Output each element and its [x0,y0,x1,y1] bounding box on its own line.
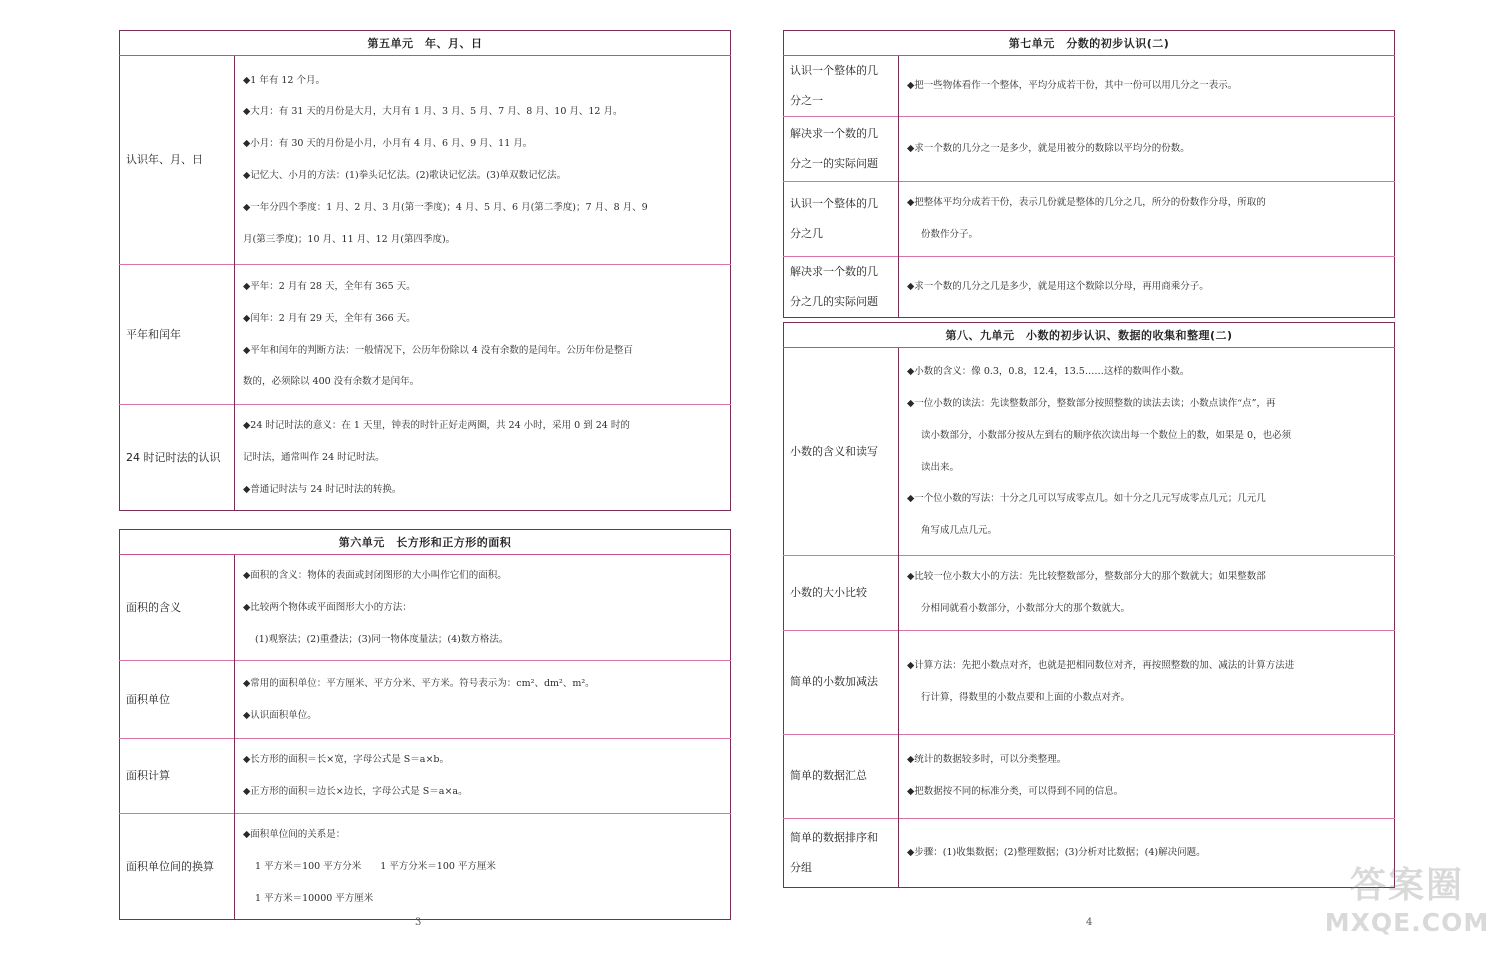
content-line: ◆步骤：(1)收集数据；(2)整理数据；(3)分析对比数据；(4)解决问题。 [907,846,1206,858]
row-content [899,348,1395,556]
content-line: ◆一年分四个季度：1 月、2 月、3 月(第一季度)；4 月、5 月、6 月(第二季度)；7 月、8 月、9 [243,201,648,213]
watermark-url: MXQE.COM [1324,908,1490,937]
content-line: ◆平年和闰年的判断方法：一般情况下，公历年份除以 4 没有余数的是闰年。公历年份是整百 [243,344,633,356]
table-row [120,739,731,814]
content-line: ◆记忆大、小月的方法：(1)拳头记忆法。(2)歌诀记忆法。(3)单双数记忆法。 [243,170,567,181]
content-line: 份数作分子。 [921,228,979,240]
content-line: ◆正方形的面积＝边长×边长，字母公式是 S＝a×a。 [243,786,468,798]
watermark-logo [1318,864,1496,950]
content-line: ◆计算方法：先把小数点对齐，也就是把相同数位对齐，再按照整数的加、减法的计算方法进 [907,660,1295,672]
table-row [784,117,1395,182]
row-content [899,56,1395,117]
row-content [235,813,731,919]
row-label: 面积单位 [120,661,235,739]
row-content [235,739,731,814]
row-label: 小数的大小比较 [784,556,899,631]
content-line: 角写成几点几元。 [921,525,998,537]
content-line: 月(第三季度)；10 月、11 月、12 月(第四季度)。 [243,233,456,245]
table-row [120,661,731,739]
unit5-table [119,30,731,511]
row-content [899,556,1395,631]
unit7-table [783,30,1395,318]
table-row [784,182,1395,257]
content-line: ◆长方形的面积＝长×宽，字母公式是 S＝a×b。 [243,754,449,766]
row-content [899,630,1395,734]
content-line: 读出来。 [921,461,960,473]
table-row [120,555,731,661]
row-label: 简单的数据汇总 [784,734,899,818]
content-line: ◆求一个数的几分之几是多少，就是用这个数除以分母，再用商乘分子。 [907,280,1209,292]
content-line: ◆求一个数的几分之一是多少，就是用被分的数除以平均分的份数。 [907,143,1190,155]
row-content [235,56,731,265]
content-line: ◆小月：有 30 天的月份是小月，小月有 4 月、6 月、9 月、11 月。 [243,138,533,150]
row-label: 平年和闰年 [120,265,235,405]
content-line: ◆面积单位间的关系是： [243,828,346,840]
content-line: 1 平方米＝100 平方分米 1 平方分米＝100 平方厘米 [255,860,496,872]
unit5-title: 第五单元 年、月、日 [120,31,731,56]
content-line: 读小数部分，小数部分按从左到右的顺序依次读出每一个数位上的数，如果是 0，也必须 [921,429,1292,441]
unit8-title: 第八、九单元 小数的初步认识、数据的收集和整理(二) [784,323,1395,348]
content-line: ◆普通记时法与 24 时记时法的转换。 [243,483,402,495]
content-line: ◆大月：有 31 天的月份是大月，大月有 1 月、3 月、5 月、7 月、8 月、10 月、12 月。 [243,106,623,118]
table-row [784,348,1395,556]
table-row [120,405,731,511]
unit6-table [119,529,731,920]
content-line: ◆24 时记时法的意义：在 1 天里，钟表的时针正好走两圈，共 24 小时，采用 0 到 24 时的 [243,420,630,431]
row-label: 认识一个整体的几 分之一 [784,56,899,117]
table-row [784,818,1395,887]
unit6-title: 第六单元 长方形和正方形的面积 [120,530,731,555]
table-row [120,265,731,405]
content-line: ◆比较一位小数大小的方法：先比较整数部分，整数部分大的那个数就大；如果整数部 [907,571,1266,582]
content-line: ◆一位小数的读法：先读整数部分，整数部分按照整数的读法去读；小数点读作“点”，再 [907,397,1276,409]
table-row [120,56,731,265]
row-label: 面积计算 [120,739,235,814]
row-label: 解决求一个数的几 分之一的实际问题 [784,117,899,182]
table-row [784,256,1395,317]
row-label: 认识一个整体的几 分之几 [784,182,899,257]
unit8-table [783,322,1395,888]
content-line: 记时法，通常叫作 24 时记时法。 [243,451,385,463]
content-line: ◆面积的含义：物体的表面或封闭图形的大小叫作它们的面积。 [243,570,507,581]
row-label: 认识年、月、日 [120,56,235,265]
content-line: (1)观察法；(2)重叠法；(3)同一物体度量法；(4)数方格法。 [255,633,509,645]
content-line: ◆把数据按不同的标准分类，可以得到不同的信息。 [907,786,1124,798]
content-line: ◆一个位小数的写法：十分之几可以写成零点几。如十分之几元写成零点几元；几元几 [907,493,1266,505]
row-label: 24 时记时法的认识 [120,405,235,511]
content-line: ◆常用的面积单位：平方厘米、平方分米、平方米。符号表示为：cm²、dm²、m²。 [243,678,595,690]
watermark-brand: 答案圈 [1349,865,1464,906]
content-line: ◆统计的数据较多时，可以分类整理。 [907,754,1067,766]
table-row [120,813,731,919]
row-label: 简单的数据排序和 分组 [784,818,899,887]
table-row [784,556,1395,631]
row-label: 简单的小数加减法 [784,630,899,734]
row-content [235,405,731,511]
content-line: 数的，必须除以 400 没有余数才是闰年。 [243,376,420,388]
content-line: ◆小数的含义：像 0.3，0.8，12.4，13.5……这样的数叫作小数。 [907,366,1190,378]
content-line: ◆认识面积单位。 [243,709,317,721]
table-row [784,734,1395,818]
content-line: ◆平年：2 月有 28 天，全年有 365 天。 [243,280,416,292]
content-line: ◆1 年有 12 个月。 [243,74,325,86]
content-line: ◆把整体平均分成若干份，表示几份就是整体的几分之几，所分的份数作分母，所取的 [907,197,1266,208]
row-content [235,555,731,661]
content-line: 1 平方米＝10000 平方厘米 [255,892,374,904]
row-content [899,734,1395,818]
content-line: ◆比较两个物体或平面图形大小的方法： [243,601,412,613]
content-line: 行计算，得数里的小数点要和上面的小数点对齐。 [921,692,1131,704]
row-content [899,117,1395,182]
content-line: 分相同就看小数部分，小数部分大的那个数就大。 [921,602,1131,614]
page-number-left: 3 [415,917,422,928]
row-content [235,661,731,739]
row-label: 面积单位间的换算 [120,813,235,919]
row-label: 面积的含义 [120,555,235,661]
content-line: ◆闰年：2 月有 29 天，全年有 366 天。 [243,312,416,324]
unit7-title: 第七单元 分数的初步认识(二) [784,31,1395,56]
row-content [235,265,731,405]
row-content [899,256,1395,317]
row-content [899,182,1395,257]
row-label: 解决求一个数的几 分之几的实际问题 [784,256,899,317]
row-label: 小数的含义和读写 [784,348,899,556]
page-number-right: 4 [1086,917,1093,928]
content-line: ◆把一些物体看作一个整体，平均分成若干份，其中一份可以用几分之一表示。 [907,80,1238,92]
table-row [784,630,1395,734]
table-row [784,56,1395,117]
